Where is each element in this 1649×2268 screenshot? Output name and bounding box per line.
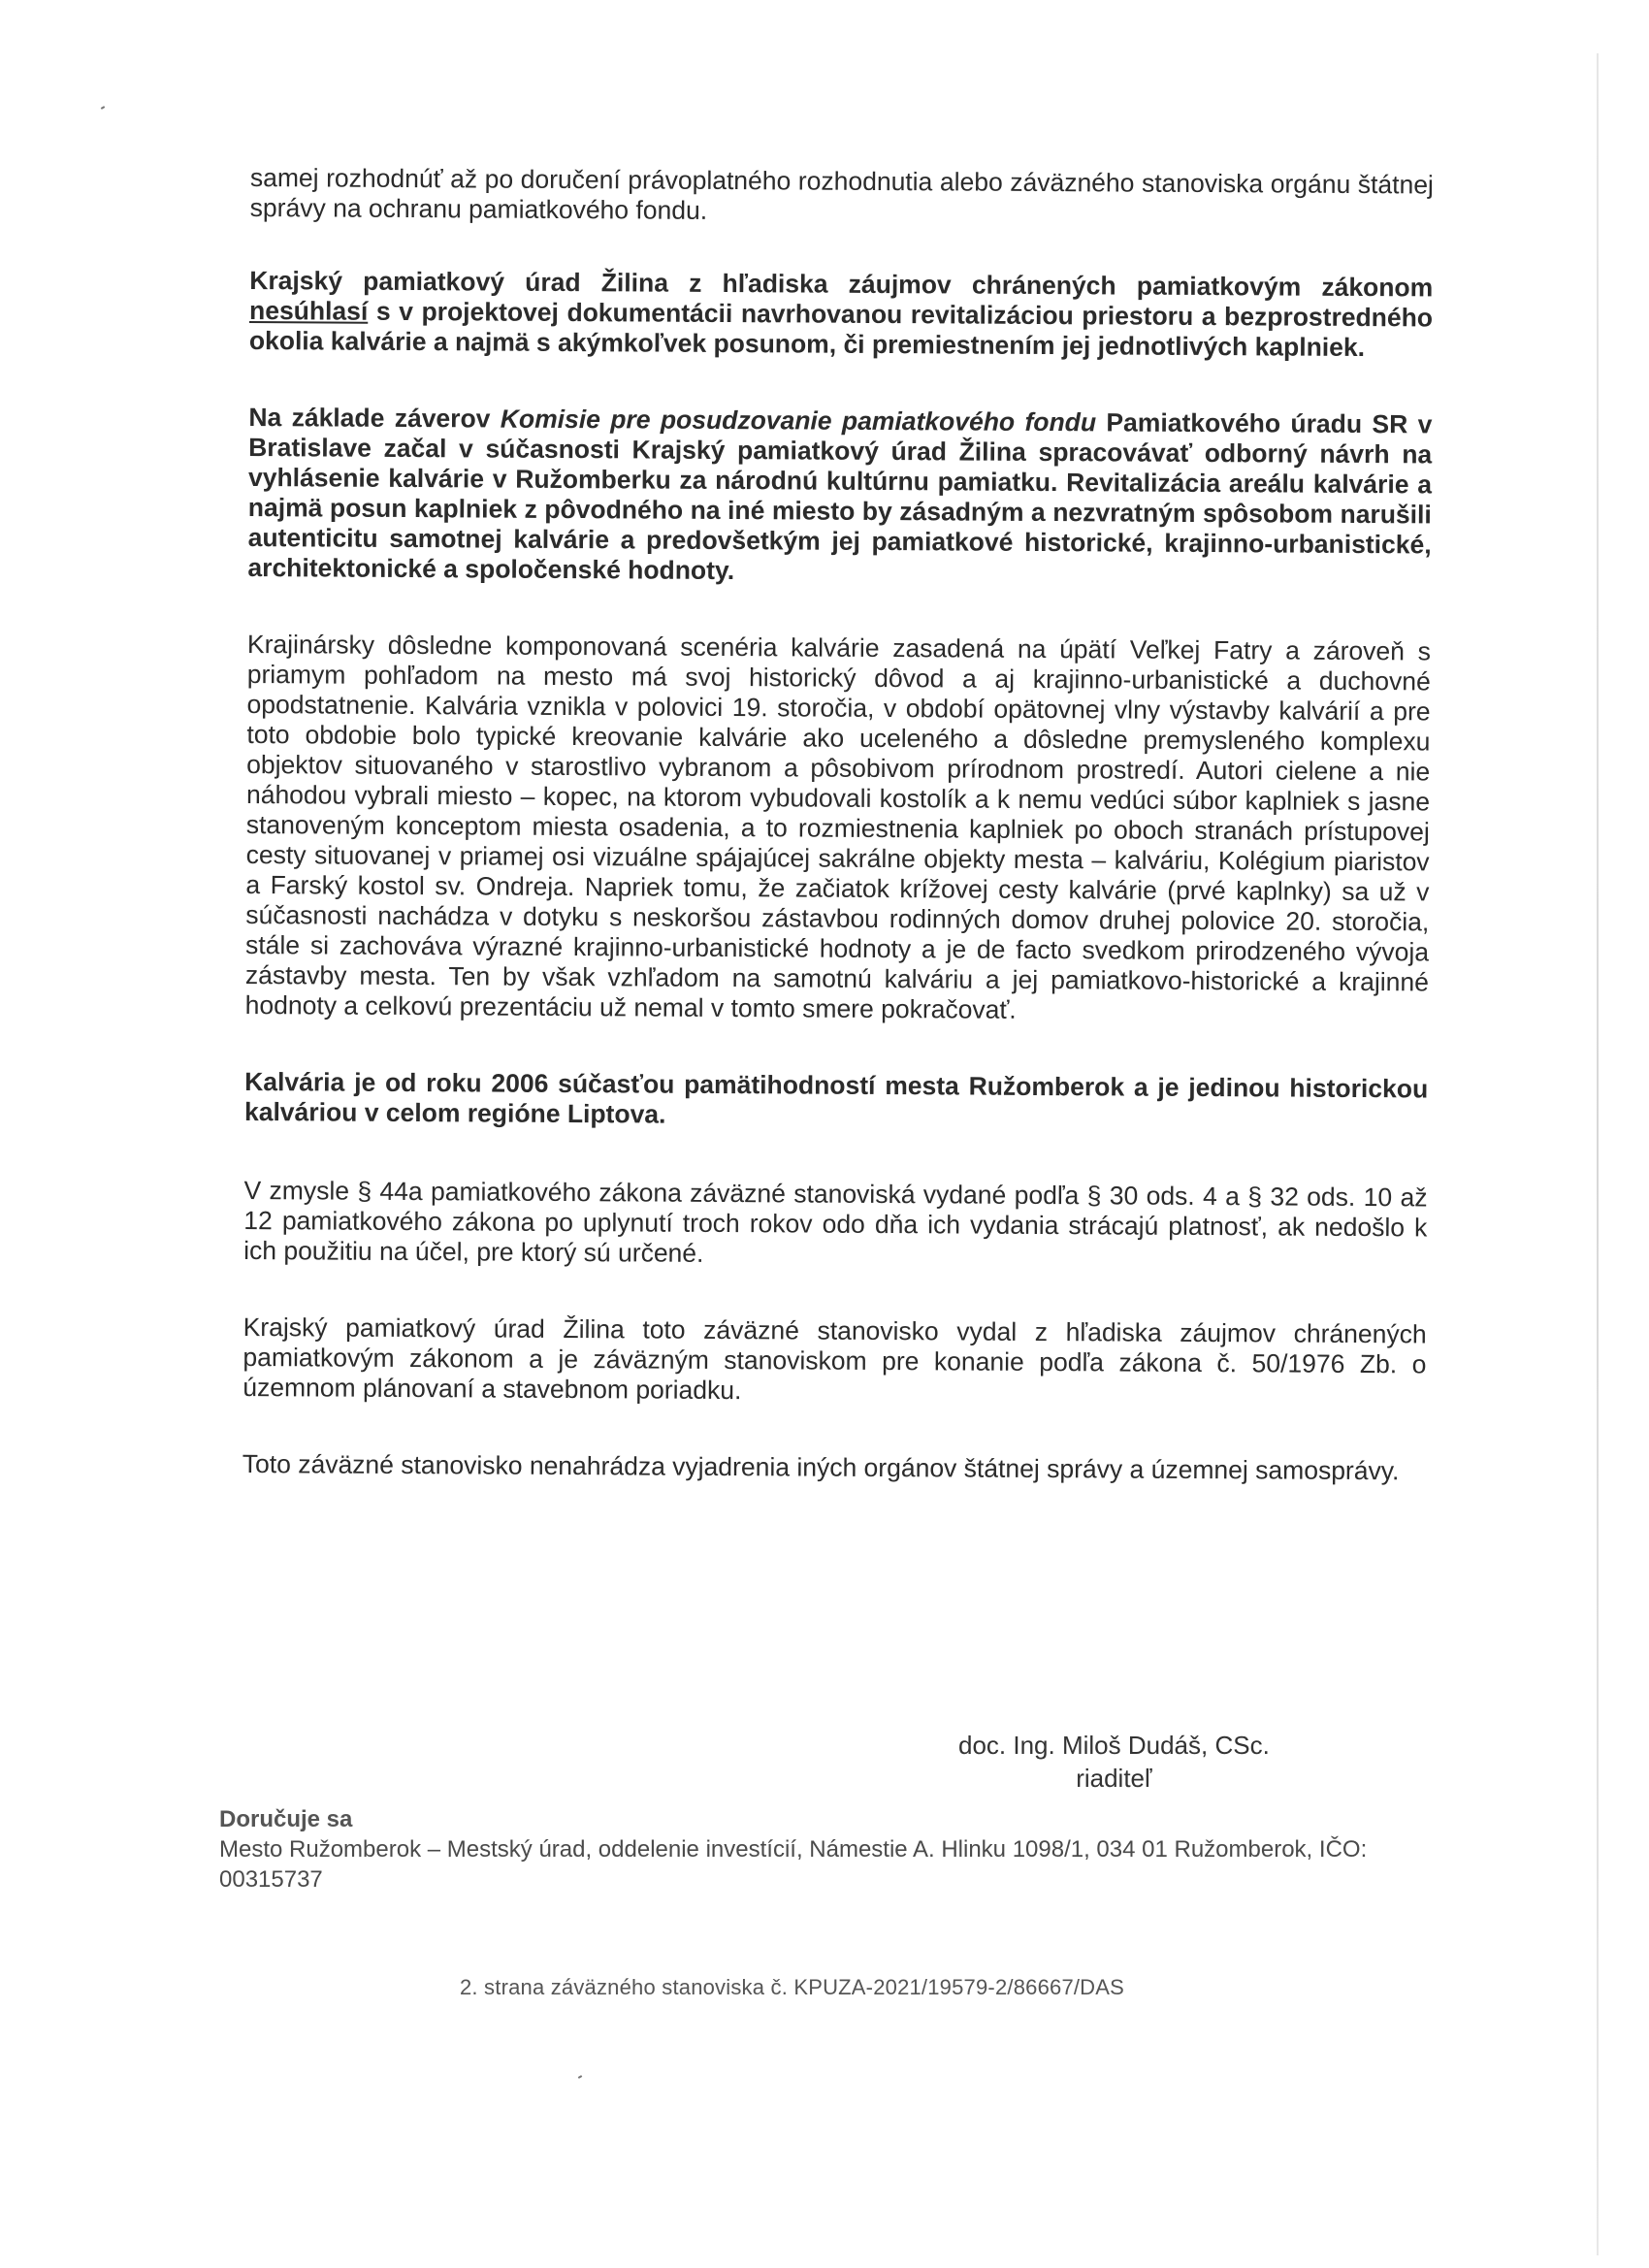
commission-text-before: Na základe záverov	[248, 402, 501, 434]
delivery-heading: Doručuje sa	[219, 1806, 353, 1832]
delivery-block	[219, 1804, 1383, 1895]
paragraph-validity: V zmysle § 44a pamiatkového zákona záväzné stanoviská vydané podľa § 30 ods. 4 a § 32 ods. 10 až 12 pamiatkového zákona po uplynutí troch rokov odo dňa ich vydania strácajú platnosť, ak nedošlo k ich použitiu na účel, pre ktorý sú určené.	[243, 1175, 1428, 1268]
document-body	[242, 163, 1434, 1486]
scan-speck	[101, 106, 105, 110]
paragraph-commission	[247, 403, 1432, 590]
paragraph-disclaimer: Toto záväzné stanovisko nenahrádza vyjadrenia iných orgánov štátnej správy a územnej samosprávy.	[242, 1448, 1400, 1486]
commission-text-after: Pamiatkového úradu SR v Bratislave začal v súčasnosti Krajský pamiatkový úrad Žilina spracovávať odborný návrh na vyhlásenie kalvárie v Ružomberku za národnú kultúrnu pamiatku. Revitalizácia areálu kalvárie a najmä posun kaplniek z pôvodného na iné miesto by zásadným a nezvratným spôsobom narušili autenticitu samotnej kalvárie a predovšetkým jej pamiatkové historické, krajinno-urbanistické, architektonické a spoločenské hodnoty.	[247, 407, 1433, 586]
delivery-recipient: Mesto Ružomberok – Mestský úrad, oddelenie investícií, Námestie A. Hlinku 1098/1, 034 01 Ružomberok, IČO: 00315737	[219, 1836, 1368, 1893]
scan-edge-shadow	[1597, 53, 1599, 2255]
commission-name: Komisie pre posudzovanie pamiatkového fondu	[500, 404, 1097, 437]
signatory-name: doc. Ing. Miloš Dudáš, CSc.	[958, 1731, 1270, 1760]
paragraph-disagreement	[249, 266, 1434, 363]
disagreement-text-after: s v projektovej dokumentácii navrhovanou revitalizáciou priestoru a bezprostredného okolia kalvárie a najmä s akýmkoľvek posunom, či premiestnením jej jednotlivých kaplniek.	[248, 296, 1434, 363]
disagreement-text-before: Krajský pamiatkový úrad Žilina z hľadiska záujmov chránených pamiatkovým zákonom	[249, 265, 1434, 303]
paragraph-issued: Krajský pamiatkový úrad Žilina toto záväzné stanovisko vydal z hľadiska záujmov chránených pamiatkovým zákonom a je záväzným stanoviskom pre konanie podľa zákona č. 50/1976 Zb. o územnom plánovaní a stavebnom poriadku.	[242, 1312, 1427, 1406]
disagreement-keyword: nesúhlasí	[248, 295, 369, 326]
paragraph-landmark: Kalvária je od roku 2006 súčasťou pamätihodností mesta Ružomberok a je jedinou historickou kalváriou v celom regióne Liptova.	[243, 1066, 1429, 1129]
signature-block	[958, 1729, 1270, 1795]
paragraph-landscape: Krajinársky dôsledne komponovaná scenéria kalvárie zasadená na úpätí Veľkej Fatry a zároveň s priamym pohľadom na mesto má svoj historický dôvod a aj krajinno-urbanistické a duchovné opodstatnenie. Kalvária vznikla v polovici 19. storočia, v období opätovnej vlny výstavby kalvárií a pre toto obdobie bolo typické kreovanie kalvárie ako uceleného a dôsledne premysleného komplexu objektov situovaného v starostlivo vybranom a pôsobivom prírodnom prostredí. Autori cielene a nie náhodou vybrali miesto – kopec, na ktorom vybudovali kostolík a k nemu vedúci súbor kaplniek s jasne stanoveným konceptom miesta osadenia, a to rozmiestnenia kaplniek po oboch stranách prístupovej cesty situovanej v priamej osi vizuálne spájajúcej sakrálne objekty mesta – kalváriu, Kolégium piaristov a Farský kostol sv. Ondreja. Napriek tomu, že začiatok krížovej cesty kalvárie (prvé kaplnky) sa už v súčasnosti nachádza v dotyku s neskoršou zástavbou rodinných domov druhej polovice 20. storočia, stále si zachováva výrazné krajinno-urbanistické hodnoty a je de facto svedkom prirodzeného vývoja zástavby mesta. Ten by však vzhľadom na samotnú kalváriu a jej pamiatkovo-historické a krajinné hodnoty a celkovú prezentáciu už nemal v tomto smere pokračovať.	[244, 629, 1432, 1024]
signatory-role: riaditeľ	[1076, 1764, 1152, 1793]
scan-speck	[578, 2075, 582, 2079]
paragraph-continuation: samej rozhodnúť až po doručení právoplatného rozhodnutia alebo záväzného stanoviska orgánu štátnej správy na ochranu pamiatkového fondu.	[249, 163, 1434, 225]
page-footer: 2. strana záväzného stanoviska č. KPUZA-2021/19579-2/86667/DAS	[460, 1975, 1125, 1999]
